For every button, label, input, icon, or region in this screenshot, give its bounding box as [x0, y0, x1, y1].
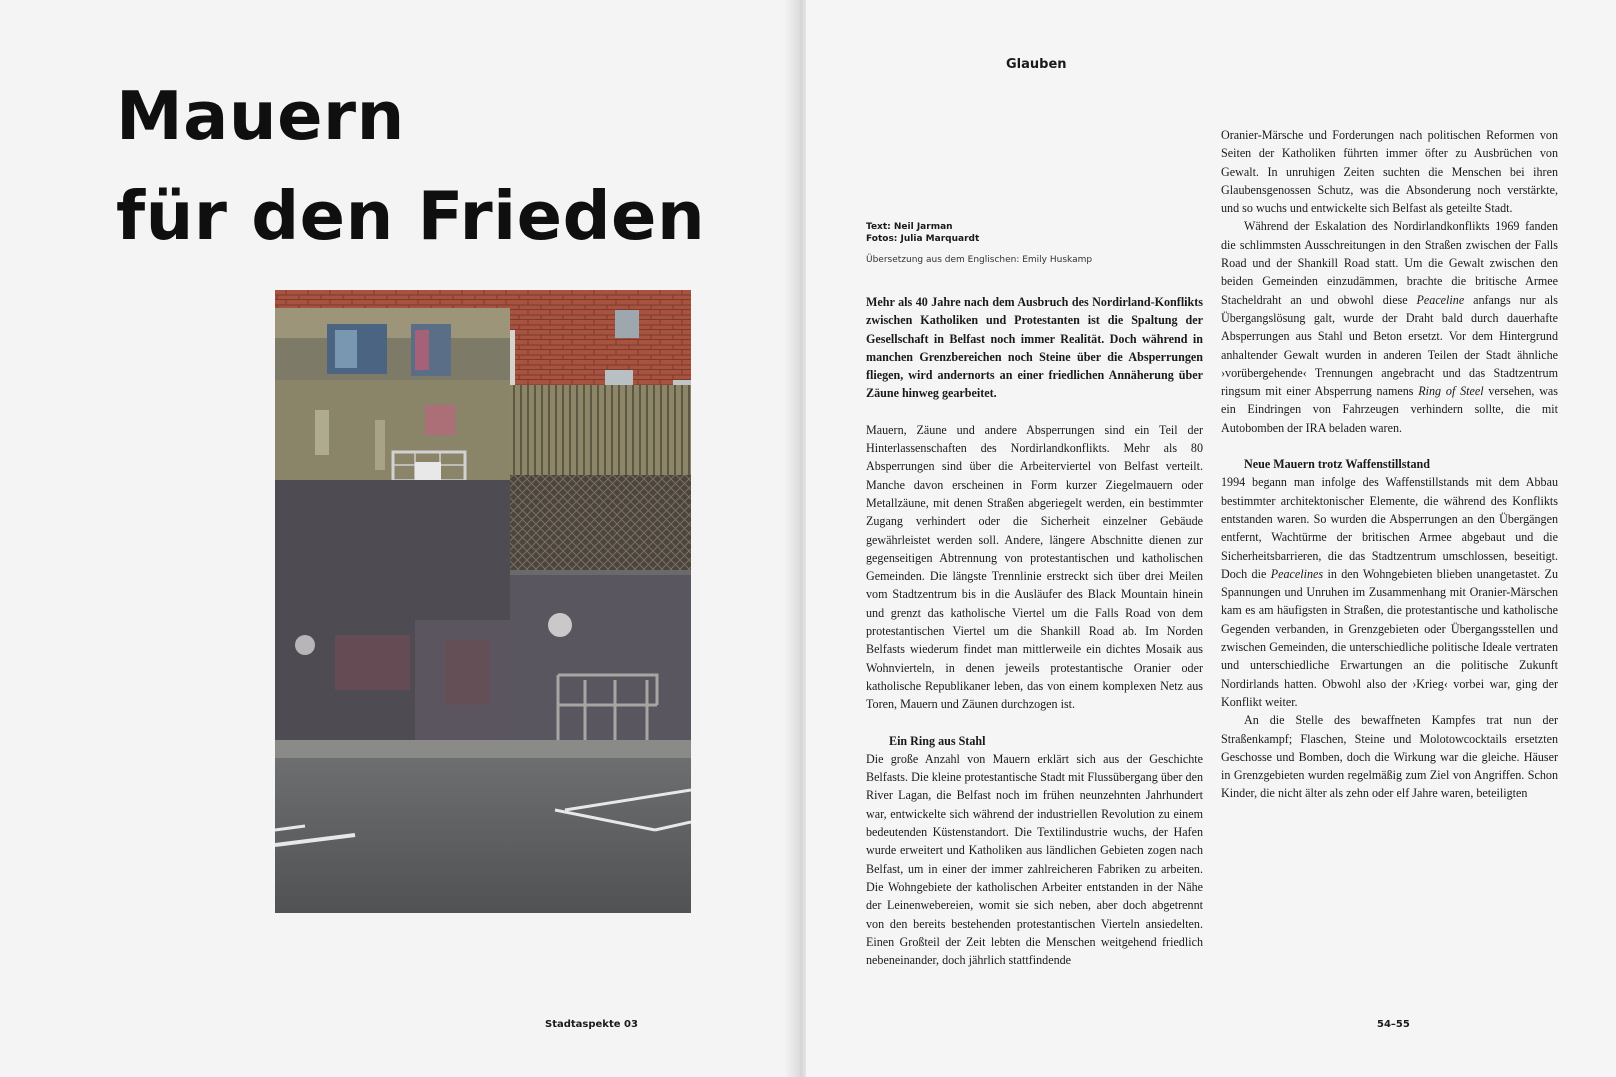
paragraph-4	[1221, 217, 1558, 437]
article-lede: Mehr als 40 Jahre nach dem Ausbruch des Nordirland-Konflikts zwischen Katholiken und Protestanten ist die Spaltung der Gesellschaft in Belfast noch immer Realität. Doch während in manchen Grenzbereichen noch Steine über die Absperrungen fliegen, wird andernorts an einer friedlichen Annäherung über Zäune hinweg gearbeitet.	[866, 295, 1203, 401]
paragraph-5	[1221, 473, 1558, 711]
text-column-2	[1221, 126, 1558, 803]
term-ring-of-steel: Ring of Steel	[1418, 384, 1484, 399]
left-page	[0, 0, 800, 1077]
text-column-1	[866, 293, 1203, 969]
article-photo	[275, 290, 691, 913]
right-page	[806, 0, 1616, 1077]
term-peacelines: Peacelines	[1270, 566, 1324, 581]
folio-left: Stadtaspekte 03	[545, 1019, 638, 1030]
credit-translation: Übersetzung aus dem Englischen: Emily Huskamp	[866, 255, 1093, 265]
paragraph-4-part-c: versehen, was ein Eindringen von Fahrzeugen verhindern sollte, die mit Autobomben der IRA beladen waren.	[1221, 384, 1558, 435]
paragraph-1: Mauern, Zäune und andere Absperrungen sind ein Teil der Hinterlassenschaften des Nordirlandkonflikts. Mehr als 80 Absperrungen sind über die Arbeiterviertel von Belfast verteilt. Manche davon erscheinen in Form kurzer Ziegelmauern oder Metallzäune, mit denen Straßen abgeriegelt werden, ein bestimmter Zugang verhindert oder die Sicherheit einzelner Gebäude gewährleistet werden soll. Andere, längere Abschnitte dienen zur gegenseitigen Abtrennung von protestantischen und katholischen Gemeinden. Die längste Trennlinie erstreckt sich über drei Meilen vom Stadtzentrum bis in die Ausläufer des Black Mountain hinein und grenzt das katholische Viertel um die Falls Road von dem protestantischen Viertel um die Shankill Road ab. Im Norden Belfasts wiederum findet man mittlerweile ein dichtes Mosaik aus Wohnvierteln, in denen jeweils protestantische Oranier oder katholische Republikaner leben, das von einem komplexen Netz aus Toren, Mauern und Zäunen durchzogen ist.	[866, 422, 1203, 712]
subheading-ring-aus-stahl: Ein Ring aus Stahl	[889, 733, 986, 748]
paragraph-4-part-a: Während der Eskalation des Nordirlandkonflikts 1969 fanden die schlimmsten Ausschreitungen in den Straßen zwischen der Falls Road und der Shankill Road statt. Um die Gewalt zwischen den beiden Gemeinden einzudämmen, brachte die britische Armee Stacheldraht an und obwohl diese	[1221, 219, 1558, 307]
paragraph-6: An die Stelle des bewaffneten Kampfes trat nun der Straßenkampf; Flaschen, Steine und Molotowcocktails ersetzten Geschosse und Bomben, doch die Wirkung war die gleiche. Häuser in Grenzgebieten wurden regelmäßig zum Ziel von Angriffen. Schon Kinder, die nicht älter als zehn oder elf Jahre waren, beteiligten	[1221, 713, 1558, 801]
headline-line-2: für den Frieden	[116, 177, 706, 255]
term-peaceline: Peaceline	[1416, 292, 1465, 307]
credit-text: Text: Neil Jarman	[866, 222, 953, 232]
paragraph-5-part-a: 1994 begann man infolge des Waffenstillstands mit dem Abbau bestimmter architektonischer Elemente, die während des Konflikts entstanden waren. So wurden die Absperrungen an den Übergängen entfernt, Wachtürme der britischen Armee abgebaut und die Sicherheitsbarrieren, die das Stadtzentrum umschlossen, beseitigt. Doch die	[1221, 475, 1558, 581]
folio-right: 54–55	[1377, 1019, 1410, 1030]
article-credits	[866, 221, 1092, 266]
paragraph-3: Oranier-Märsche und Forderungen nach politischen Reformen von Seiten der Katholiken führten immer öfter zu Ausbrüchen von Gewalt. In unruhigen Zeiten suchten die Menschen bei ihren Glaubensgenossen Schutz, was die Absonderung noch verstärkte, und so wuchs und entwickelte sich Belfast als geteilte Stadt.	[1221, 128, 1558, 216]
paragraph-2: Die große Anzahl von Mauern erklärt sich aus der Geschichte Belfasts. Die kleine protestantische Stadt mit Flussübergang über den River Lagan, die Belfast noch im frühen neunzehnten Jahrhundert war, entwickelte sich während der industriellen Revolution zu einem bedeutenden Küstenstandort. Die Textilindustrie wuchs, der Hafen wurde erweitert und Katholiken aus ländlichen Gebieten zogen nach Belfast, um in einer der immer zahlreicheren Fabriken zu arbeiten. Die Wohngebiete der katholischen Arbeiter entstanden in der Nähe der Leinenwebereien, womit sie sich neben, aber doch abgetrennt von den bereits bestehenden protestantischen Vierteln ansiedelten. Einen Großteil der Zeit lebten die Menschen weitgehend friedlich nebeneinander, doch jährlich stattfindende	[866, 751, 1203, 968]
article-headline	[116, 66, 705, 266]
watchtower-photo	[275, 290, 691, 913]
paragraph-4-part-b: anfangs nur als Übergangslösung galt, wurde der Draht bald durch dauerhafte Absperrungen aus Stahl und Beton ersetzt. Vor dem Hintergrund anhaltender Gewalt wurden in anderen Teilen der Stadt ähnliche ›vorübergehende‹ Trennungen angebracht und das Stadtzentrum ringsum mit einer Absperrung namens	[1221, 292, 1558, 399]
headline-line-1: Mauern	[116, 77, 405, 155]
credit-photos: Fotos: Julia Marquardt	[866, 234, 980, 244]
paragraph-5-part-b: in den Wohngebieten blieben unangetastet. Zu Spannungen und Unruhen im Zusammenhang mit Oranier-Märschen kam es am häufigsten in Straßen, die protestantische und katholische Gegenden verbanden, in Grenzgebieten oder Übergangsstellen und zwischen Gemeinden, die unterschiedliche politische Ideale vertraten und unterschiedliche Erwartungen an die politische Zukunft Nordirlands hatten. Obwohl also der ›Krieg‹ vorbei war, ging der Konflikt weiter.	[1221, 566, 1558, 709]
section-label: Glauben	[1006, 57, 1067, 72]
subheading-neue-mauern: Neue Mauern trotz Waffenstillstand	[1244, 457, 1430, 472]
